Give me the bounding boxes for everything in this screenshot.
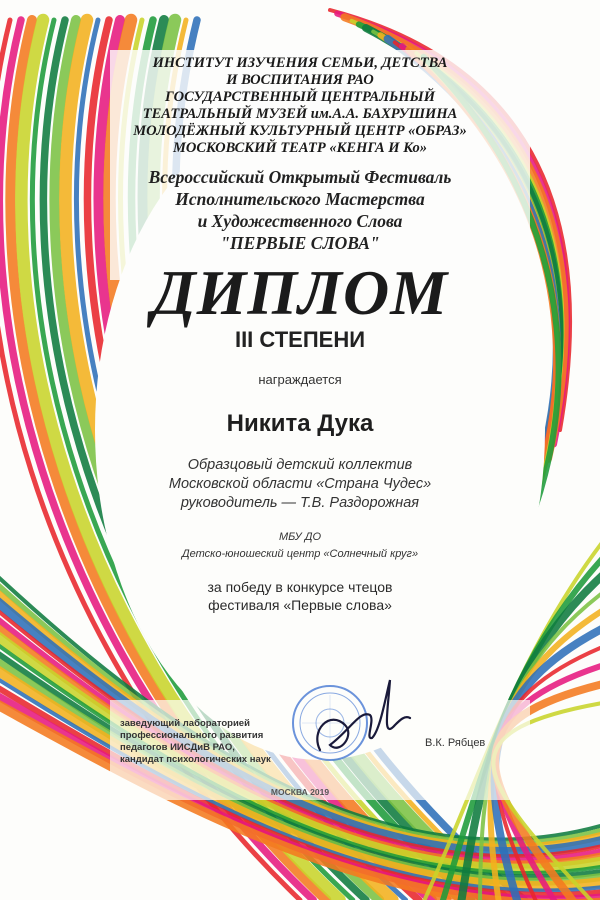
awarded-label: награждается [258, 372, 342, 387]
organization-block [0, 530, 600, 561]
organization-line: МБУ ДО [278, 531, 322, 543]
reason-block [0, 578, 600, 614]
collective-line: руководитель — Т.В. Раздорожная [180, 495, 420, 511]
collective-block [0, 456, 600, 513]
diploma-title: ДИПЛОМ [151, 257, 449, 328]
institution-line: МОЛОДЁЖНЫЙ КУЛЬТУРНЫЙ ЦЕНТР «ОБРАЗ» [133, 123, 467, 139]
festival-block [0, 166, 600, 254]
reason-line: за победу в конкурсе чтецов [207, 579, 393, 595]
collective-line: Московской области «Страна Чудес» [168, 476, 432, 492]
handwritten-signature [300, 670, 420, 770]
festival-line: "ПЕРВЫЕ СЛОВА" [220, 233, 380, 253]
institutions-block [0, 55, 600, 157]
recipient-name: Никита Дука [226, 410, 374, 437]
festival-line: Исполнительского Мастерства [175, 189, 425, 209]
signatory-title-line: профессионального развития [120, 730, 264, 741]
institution-line: И ВОСПИТАНИЯ РАО [226, 72, 374, 88]
institution-line: ТЕАТРАЛЬНЫЙ МУЗЕЙ им.А.А. БАХРУШИНА [142, 106, 458, 122]
city-year: МОСКВА 2019 [270, 787, 330, 797]
signatory-name: В.К. Рябцев [425, 737, 486, 749]
festival-line: Всероссийский Открытый Фестиваль [148, 167, 452, 187]
signatory-title-line: педагогов ИИСДиВ РАО, [120, 742, 235, 753]
festival-line: и Художественного Слова [197, 211, 403, 231]
institution-line: ИНСТИТУТ ИЗУЧЕНИЯ СЕМЬИ, ДЕТСТВА [152, 55, 448, 71]
reason-line: фестиваля «Первые слова» [208, 597, 392, 613]
signatory-title-line: кандидат психологических наук [120, 754, 271, 765]
institution-line: ГОСУДАРСТВЕННЫЙ ЦЕНТРАЛЬНЫЙ [165, 89, 435, 105]
institution-line: МОСКОВСКИЙ ТЕАТР «КЕНГА И Ко» [172, 140, 427, 156]
collective-line: Образцовый детский коллектив [187, 457, 413, 473]
signatory-title-line: заведующий лабораторией [120, 718, 250, 729]
organization-line: Детско-юношеский центр «Солнечный круг» [181, 548, 419, 560]
diploma-degree: III СТЕПЕНИ [234, 327, 366, 352]
